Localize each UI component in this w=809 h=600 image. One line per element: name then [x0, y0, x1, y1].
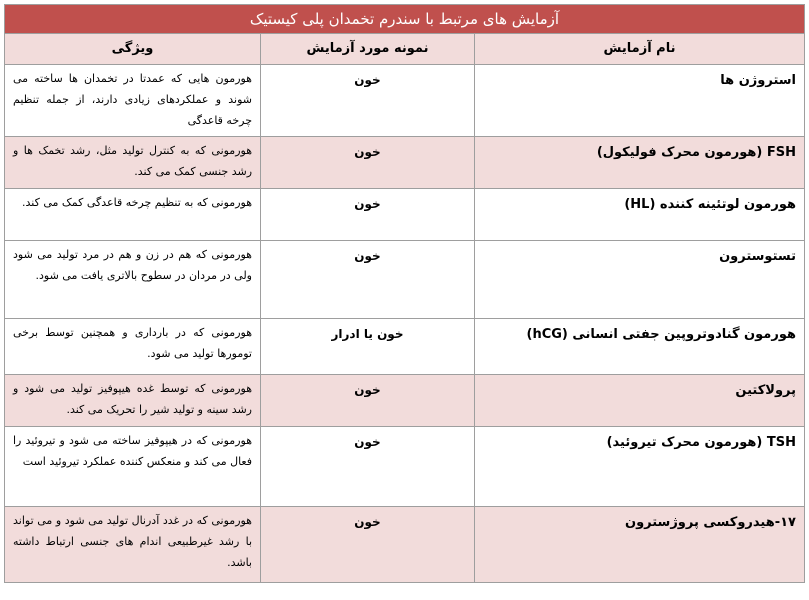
test-name: TSH (هورمون محرک تیروئید)	[475, 427, 805, 507]
table-row	[5, 241, 805, 319]
test-name: ۱۷-هیدروکسی پروژسترون	[475, 507, 805, 583]
test-feature: هورمونی که در غدد آدرنال تولید می شود و می تواند با رشد غیرطبیعی اندام های جنسی ارتباط داشته باشد.	[5, 507, 261, 583]
table-row	[5, 189, 805, 241]
test-sample: خون	[261, 427, 475, 507]
test-sample: خون	[261, 507, 475, 583]
pcos-tests-table-wrapper	[4, 4, 804, 596]
table-header-row	[5, 34, 805, 65]
table-title-row	[5, 5, 805, 34]
table-row	[5, 427, 805, 507]
test-feature: هورمون هایی که عمدتا در تخمدان ها ساخته می شوند و عملکردهای زیادی دارند، از جمله تنظیم چرخه قاعدگی	[5, 65, 261, 137]
table-row	[5, 507, 805, 583]
test-name: پرولاکتین	[475, 375, 805, 427]
test-feature: هورمونی که هم در زن و هم در مرد تولید می شود ولی در مردان در سطوح بالاتری یافت می شود.	[5, 241, 261, 319]
test-feature: هورمونی که در بارداری و همچنین توسط برخی تومورها تولید می شود.	[5, 319, 261, 375]
test-sample: خون	[261, 375, 475, 427]
test-name: استروژن ها	[475, 65, 805, 137]
table-row	[5, 137, 805, 189]
test-sample: خون	[261, 189, 475, 241]
table-row	[5, 65, 805, 137]
header-sample: نمونه مورد آزمایش	[261, 34, 475, 65]
test-sample: خون یا ادرار	[261, 319, 475, 375]
table-title: آزمایش های مرتبط با سندرم تخمدان پلی کیستیک	[5, 5, 805, 34]
pcos-tests-table	[4, 4, 805, 583]
table-row	[5, 375, 805, 427]
test-sample: خون	[261, 137, 475, 189]
header-test-name: نام آزمایش	[475, 34, 805, 65]
test-feature: هورمونی که در هیپوفیز ساخته می شود و تیروئید را فعال می کند و منعکس کننده عملکرد تیروئید است	[5, 427, 261, 507]
test-feature: هورمونی که توسط غده هیپوفیز تولید می شود و رشد سینه و تولید شیر را تحریک می کند.	[5, 375, 261, 427]
test-feature: هورمونی که به تنظیم چرخه قاعدگی کمک می کند.	[5, 189, 261, 241]
header-feature: ویژگی	[5, 34, 261, 65]
test-name: تستوسترون	[475, 241, 805, 319]
test-name: FSH (هورمون محرک فولیکول)	[475, 137, 805, 189]
test-name: هورمون لوتئینه کننده (HL)	[475, 189, 805, 241]
test-sample: خون	[261, 241, 475, 319]
test-feature: هورمونی که به کنترل تولید مثل، رشد تخمک ها و رشد جنسی کمک می کند.	[5, 137, 261, 189]
table-row	[5, 319, 805, 375]
test-name: هورمون گنادوتروپین جفتی انسانی (hCG)	[475, 319, 805, 375]
test-sample: خون	[261, 65, 475, 137]
